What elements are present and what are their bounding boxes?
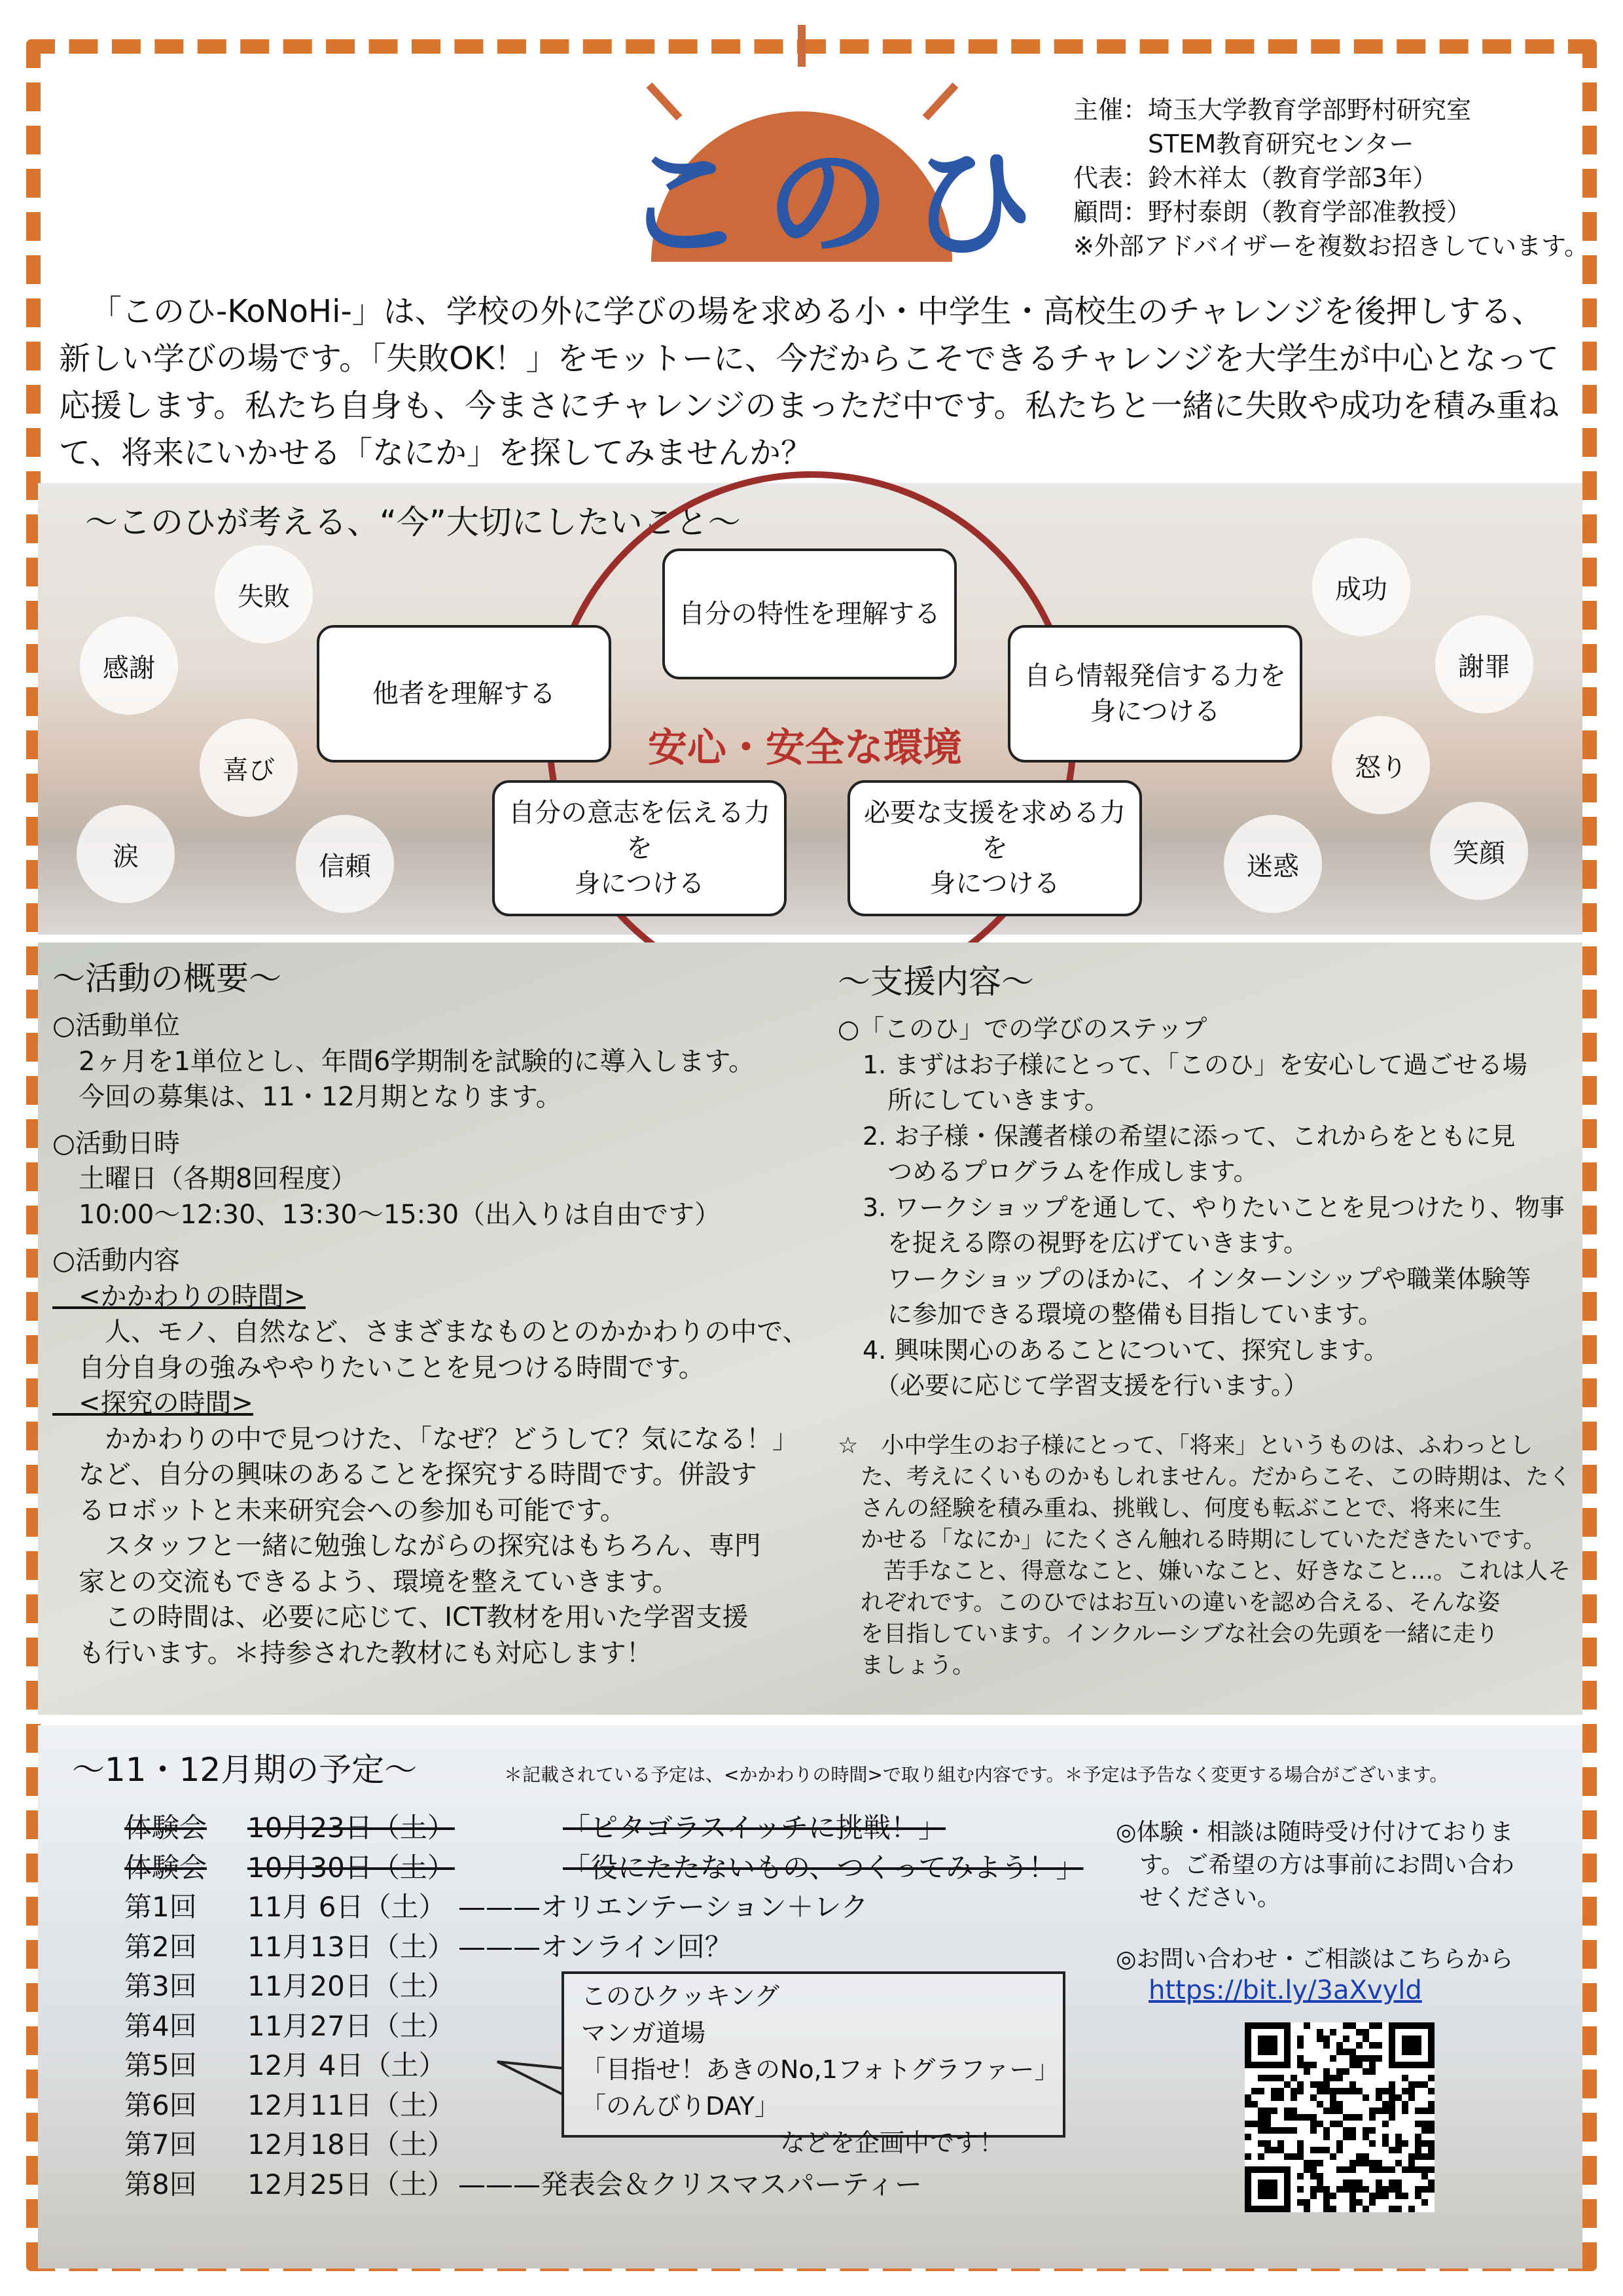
value-box-will: 自分の意志を伝える力を 身につける xyxy=(492,780,787,916)
schedule-date: 12月11日（土） xyxy=(247,2089,455,2121)
org-line: 代表：鈴木祥太（教育学部3年） xyxy=(1073,164,1438,192)
schedule-event: ———オリエンテーション＋レク xyxy=(458,1891,868,1923)
schedule-label: 第2回 xyxy=(124,1930,197,1963)
schedule-label: 体験会 xyxy=(124,1851,207,1884)
emotion-circle: 謝罪 xyxy=(1435,615,1533,713)
org-line: STEM教育研究センター xyxy=(1073,130,1414,158)
schedule-title: ～11・12月期の予定～ xyxy=(72,1751,418,1789)
org-line: 顧問：野村泰朗（教育学部准教授） xyxy=(1073,198,1472,226)
support-body: ○「このひ」での学びのステップ 1. まずはお子様にとって、「このひ」を安心して過ごせる場 所にしていきます。 2. お子様・保護者様の希望に添って、これからをともに見 つめるプログラムを作成します。 3. ワークショップを通して、やりたいことを見つけたり、物事 を捉える際の視野を広げていきます。 ワークショップのほかに、インターンシップや職業体験等 に参加できる環境の整備も目指しています。 4. 興味関心のあることについて、探究します。 （必要に応じて学習支援を行います。） ☆ 小中学生のお子様にとって、「将来」というものは、ふわっとし た、考えにくいものかもしれません。だからこそ、この時期は、たく さんの経験を積み重ね、挑戦し、何度も転ぶことで、将来に生 かせる「なにか」にたくさん触れる時期にしていただきたいです。 苦手なこと、得意なこと、嫌いなこと、好きなこと…。これは人そ れぞれです。このひではお互いの違いを認め合える、そんな姿 を目指しています。インクルーシブな社会の先頭を一緒に走り ましょう。 xyxy=(838,1014,1572,1679)
schedule-date: 11月20日（土） xyxy=(247,1970,455,2002)
overview-body: ○活動単位 2ヶ月を1単位とし、年間6学期制を試験的に導入します。 今回の募集は、11・12月期となります。 ○活動日時 土曜日（各期8回程度） 10:00～12:30、13:30～15:30（出入りは自由です） ○活動内容 <かかわりの時間> 人、モノ、自然など、さまざまなものとのかかわりの中で、 自分自身の強みややりたいことを見つける時間です。 <探究の時間> かかわりの中で見つけた、「なぜ？どうして？気になる！」 など、自分の興味のあることを探究する時間です。併設す るロボットと未来研究会への参加も可能です。 スタッフと一緒に勉強しながらの探究はもちろん、専門 家との交流もできるよう、環境を整えていきます。 この時間は、必要に応じて、ICT教材を用いた学習支援 も行います。＊持参された教材にも対応します！ xyxy=(52,1011,809,1668)
schedule-event: 「役にたたないもの、つくってみよう！」 xyxy=(563,1851,1084,1884)
value-box-support: 必要な支援を求める力を 身につける xyxy=(847,780,1142,916)
schedule-date: 10月23日（土） xyxy=(247,1812,455,1844)
schedule-event: ———オンライン回？ xyxy=(458,1930,732,1963)
plans-bubble: このひクッキング マンガ道場 「目指せ！あきのNo,1フォトグラファー」 「のんびりDAY」 などを企画中です！ xyxy=(562,1971,1065,2138)
schedule-label: 体験会 xyxy=(124,1812,207,1844)
emotion-circle: 怒り xyxy=(1332,716,1430,814)
emotion-circle: 感謝 xyxy=(80,617,178,715)
schedule-event: 「ピタゴラスイッチに挑戦！」 xyxy=(563,1812,946,1844)
schedule-label: 第7回 xyxy=(124,2128,197,2161)
emotion-circle: 喜び xyxy=(200,719,298,817)
value-box-others: 他者を理解する xyxy=(317,625,611,762)
schedule-date: 11月13日（土） xyxy=(247,1930,455,1963)
schedule-label: 第4回 xyxy=(124,2009,197,2042)
bubble-pointer xyxy=(491,2042,569,2121)
emotion-circle: 笑顔 xyxy=(1430,802,1528,900)
contact-link[interactable]: https://bit.ly/3aXvyld xyxy=(1149,1975,1422,2005)
emotion-circle: 成功 xyxy=(1312,538,1410,636)
schedule-label: 第5回 xyxy=(124,2049,197,2081)
value-box-self: 自分の特性を理解する xyxy=(662,548,957,679)
schedule-label: 第3回 xyxy=(124,1970,197,2002)
schedule-date: 12月25日（土） xyxy=(247,2168,455,2200)
org-line: 主催：埼玉大学教育学部野村研究室 xyxy=(1073,96,1472,124)
overview-title: ～活動の概要～ xyxy=(52,960,281,997)
contact-label: ◎お問い合わせ・ご相談はこちらから xyxy=(1116,1946,1514,1973)
schedule-date: 12月 4日（土） xyxy=(247,2049,446,2081)
schedule-date: 11月27日（土） xyxy=(247,2009,455,2042)
schedule-note: ＊記載されている予定は、<かかわりの時間>で取り組む内容です。＊予定は予告なく変更する場合がございます。 xyxy=(504,1764,1448,1785)
emotion-circle: 信頼 xyxy=(296,815,394,913)
schedule-date: 11月 6日（土） xyxy=(247,1891,446,1923)
schedule-label: 第6回 xyxy=(124,2089,197,2121)
emotion-circle: 失敗 xyxy=(215,545,313,643)
qr-code-icon xyxy=(1245,2022,1435,2212)
schedule-label: 第8回 xyxy=(124,2168,197,2200)
center-label: 安心・安全な環境 xyxy=(648,725,962,771)
schedule-label: 第1回 xyxy=(124,1891,197,1923)
trial-note: ◎体験・相談は随時受け付けておりま す。ご希望の方は事前にお問い合わ せください。 xyxy=(1116,1819,1515,1911)
logo-text: このひ xyxy=(622,130,1054,276)
schedule-event: ———発表会＆クリスマスパーティー xyxy=(458,2168,922,2200)
schedule-date: 12月18日（土） xyxy=(247,2128,455,2161)
emotion-circle: 迷惑 xyxy=(1224,815,1322,913)
value-box-transmit: 自ら情報発信する力を 身につける xyxy=(1008,625,1302,762)
support-title: ～支援内容～ xyxy=(838,963,1034,1001)
schedule-date: 10月30日（土） xyxy=(247,1851,455,1884)
intro-paragraph: 「このひ-KoNoHi-」は、学校の外に学びの場を求める小・中学生・高校生のチャレンジを後押しする、新しい学びの場です。「失敗OK！」をモットーに、今だからこそできるチャレンジを大学生が中心となって応援します。私たち自身も、今まさにチャレンジのまっただ中です。私たちと一緒に失敗や成功を積み重ねて、将来にいかせる「なにか」を探してみませんか？ xyxy=(59,293,1560,471)
org-line: ※外部アドバイザーを複数お招きしています。 xyxy=(1073,232,1590,260)
emotion-circle: 涙 xyxy=(77,805,175,903)
values-title: ～このひが考える、“今”大切にしたいこと～ xyxy=(85,503,741,541)
